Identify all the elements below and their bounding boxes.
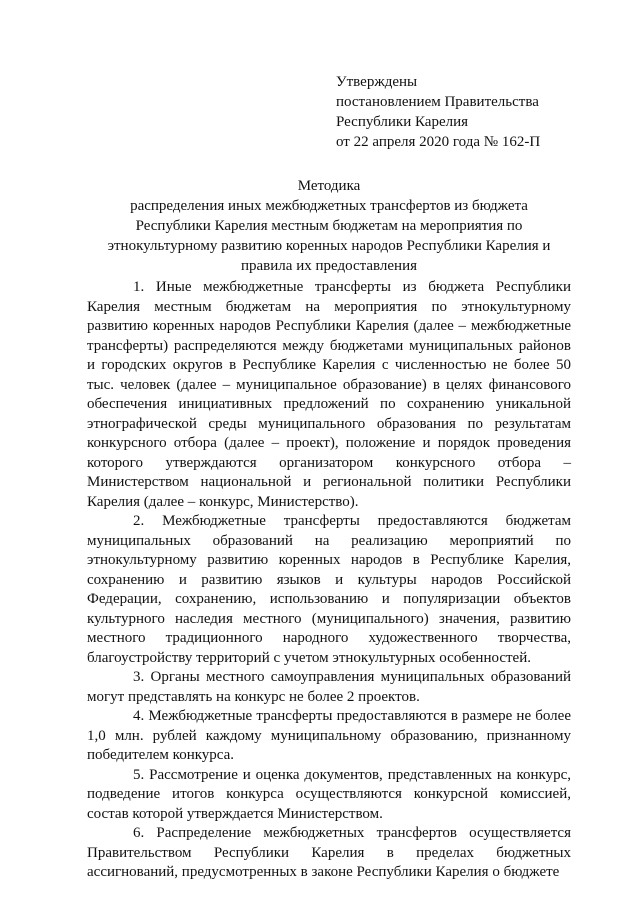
title-line-1: распределения иных межбюджетных трансфертов из бюджета: [130, 198, 528, 214]
title-heading: Методика: [297, 178, 361, 194]
paragraph-4: 4. Межбюджетные трансферты предоставляются в размере не более 1,0 млн. рублей каждому муниципальному образованию, признанному победителем конкурса.: [87, 708, 571, 763]
approval-line-3: Республики Карелия: [336, 114, 469, 130]
document-title: [74, 176, 584, 276]
title-line-4: правила их предоставления: [241, 258, 417, 274]
paragraph-2: 2. Межбюджетные трансферты предоставляются бюджетам муниципальных образований на реализацию мероприятий по этнокультурному развитию коренных народов в Республике Карелия, сохранению и развитию языков и культуры народов Российской Федерации, сохранению, использованию и популяризации объектов культурного наследия местного (муниципального) значения, развитию местного традиционного народного художественного творчества, благоустройству территорий с учетом этнокультурных особенностей.: [87, 513, 571, 666]
document-body: [87, 278, 571, 883]
title-line-3: этнокультурному развитию коренных народов Республики Карелия и: [107, 238, 551, 254]
approval-stamp: [336, 72, 626, 152]
approval-line-2: постановлением Правительства: [336, 94, 539, 110]
title-line-2: Республики Карелия местным бюджетам на мероприятия по: [135, 218, 523, 234]
paragraph-1: 1. Иные межбюджетные трансферты из бюджета Республики Карелия местным бюджетам на мероприятия по этнокультурному развитию коренных народов Республики Карелия (далее – межбюджетные трансферты) распределяются между бюджетами муниципальных районов и городских округов в Республике Карелия с численностью не более 50 тыс. человек (далее – муниципальное образование) в целях финансового обеспечения инициативных предложений по сохранению уникальной этнографической среды муниципального образования по результатам конкурсного отбора (далее – проект), положение и порядок проведения которого утверждаются организатором конкурсного отбора – Министерством национальной и региональной политики Республики Карелия (далее – конкурс, Министерство).: [87, 279, 571, 510]
paragraph-6: 6. Распределение межбюджетных трансфертов осуществляется Правительством Республики Карелия в пределах бюджетных ассигнований, предусмотренных в законе Республики Карелия о бюджете: [87, 825, 571, 880]
paragraph-5: 5. Рассмотрение и оценка документов, представленных на конкурс, подведение итогов конкурса осуществляются конкурсной комиссией, состав которой утверждается Министерством.: [87, 766, 571, 822]
approval-line-4: от 22 апреля 2020 года № 162-П: [336, 134, 541, 150]
paragraph-3: 3. Органы местного самоуправления муниципальных образований могут представлять на конкурс не более 2 проектов.: [87, 669, 571, 705]
approval-line-1: Утверждены: [336, 74, 418, 90]
